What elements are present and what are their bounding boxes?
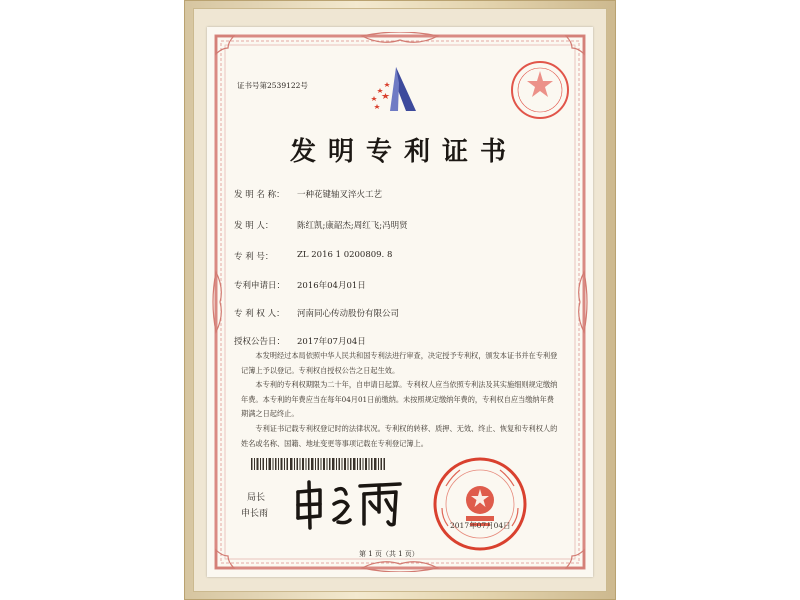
- national-ip-office-seal-icon: [432, 456, 528, 552]
- field-label-invention-name: 发 明 名 称：: [234, 190, 285, 200]
- certificate-title: 发明专利证书: [290, 137, 519, 167]
- patent-office-logo-icon: [368, 63, 430, 115]
- director-title: 局长: [247, 493, 266, 503]
- field-label-patent-number: 专 利 号：: [234, 252, 274, 262]
- field-value-grant-date: 2017年07月04日: [297, 337, 366, 347]
- body-paragraph: 专利证书记载专利权登记时的法律状况。专利权的转移、质押、无效、终止、恢复和专利权人的姓名或名称、国籍、地址变更等事项记载在专利登记簿上。: [241, 423, 558, 448]
- field-label-inventors: 发 明 人：: [234, 221, 274, 231]
- page-footer: 第 1 页（共 1 页）: [359, 550, 419, 558]
- field-value-application-date: 2016年04月01日: [297, 281, 366, 291]
- seal-date: 2017年07月04日: [450, 521, 511, 530]
- body-paragraph: 本发明经过本局依照中华人民共和国专利法进行审查，决定授予专利权，颁发本证书并在专利登记簿上予以登记。专利权自授权公告之日起生效。: [241, 351, 558, 375]
- field-value-invention-name: 一种花键轴叉淬火工艺: [297, 190, 383, 200]
- field-value-patent-number: ZL 2016 1 0200809. 8: [297, 250, 393, 260]
- certificate-number: 证书号第2539122号: [237, 81, 308, 90]
- director-signature: [290, 478, 410, 532]
- field-label-grant-date: 授权公告日：: [234, 337, 286, 347]
- field-value-patentee: 河南同心传动股份有限公司: [297, 309, 400, 319]
- barcode-icon: [251, 458, 385, 470]
- official-seal-small-icon: [509, 59, 571, 121]
- field-value-inventors: 陈红凯;康韶杰;周红飞;冯明贤: [297, 221, 408, 231]
- certificate-body: [241, 349, 561, 451]
- field-label-application-date: 专利申请日：: [234, 281, 286, 291]
- body-paragraph: 本专利的专利权期限为二十年，自申请日起算。专利权人应当依照专利法及其实施细则规定缴纳年费。本专利的年费应当在每年04月01日前缴纳。未按照规定缴纳年费的，专利权自应当缴纳年费期满之日起终止。: [241, 380, 558, 419]
- director-name: 申长雨: [241, 509, 269, 519]
- field-label-patentee: 专 利 权 人：: [234, 309, 285, 319]
